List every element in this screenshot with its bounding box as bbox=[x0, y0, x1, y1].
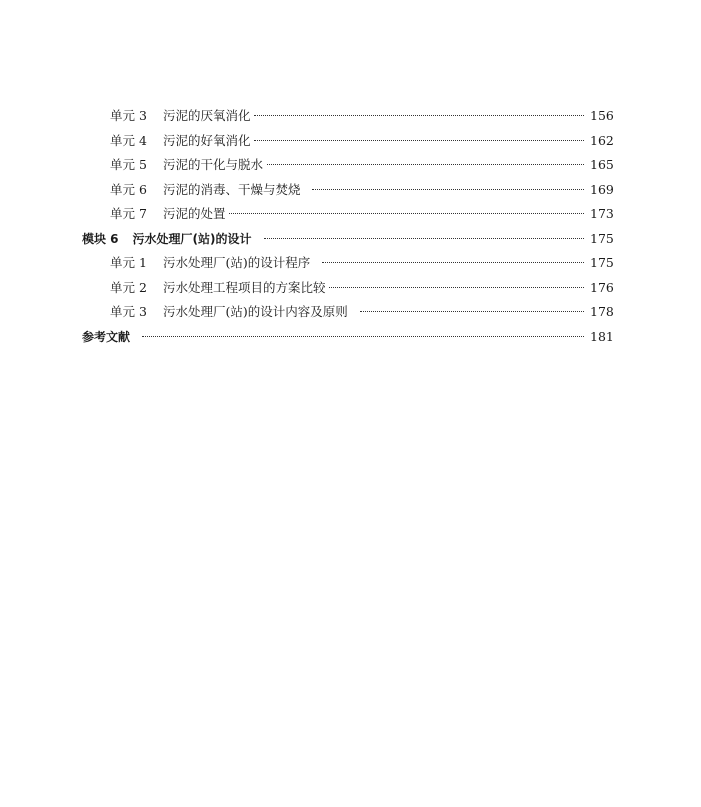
toc-entry-number: 单元 1 bbox=[110, 255, 147, 270]
toc-entry-title: 污水处理厂(站)的设计内容及原则 bbox=[162, 304, 348, 319]
toc-entry-page: 165 bbox=[590, 157, 614, 172]
toc-entry-title: 污泥的处置 bbox=[162, 206, 226, 221]
toc-entry-page: 175 bbox=[590, 230, 614, 246]
toc-entry-unit-3-anaerobic-digestion[interactable] bbox=[82, 104, 612, 129]
toc-entry-unit-3-design-content-principles[interactable] bbox=[82, 300, 612, 325]
toc-entry-number: 模块 6 bbox=[82, 231, 119, 246]
dot-leader bbox=[360, 311, 584, 312]
dot-leader bbox=[229, 213, 584, 214]
table-of-contents bbox=[82, 104, 612, 349]
toc-entry-title: 污泥的厌氧消化 bbox=[162, 108, 251, 123]
dot-leader bbox=[142, 336, 584, 337]
toc-entry-title: 污泥的消毒、干燥与焚烧 bbox=[162, 181, 301, 197]
toc-entry-number: 单元 4 bbox=[110, 132, 147, 148]
toc-entry-module-6-plant-design[interactable] bbox=[82, 227, 612, 252]
toc-entry-number: 单元 5 bbox=[110, 157, 147, 172]
toc-entry-title: 污水处理厂(站)的设计 bbox=[132, 231, 252, 246]
toc-entry-unit-5-drying-dewatering[interactable] bbox=[82, 153, 612, 178]
toc-entry-title: 参考文献 bbox=[82, 329, 131, 344]
toc-entry-references[interactable] bbox=[82, 325, 612, 350]
toc-entry-unit-6-disinfection-incineration[interactable] bbox=[82, 178, 612, 203]
dot-leader bbox=[312, 189, 584, 190]
toc-entry-title: 污泥的好氧消化 bbox=[162, 132, 251, 148]
toc-entry-page: 169 bbox=[590, 181, 614, 197]
toc-entry-number: 单元 3 bbox=[110, 304, 147, 319]
toc-entry-title: 污泥的干化与脱水 bbox=[162, 157, 263, 172]
dot-leader bbox=[267, 164, 584, 165]
toc-entry-number: 单元 6 bbox=[110, 181, 147, 197]
dot-leader bbox=[329, 287, 584, 288]
toc-entry-page: 176 bbox=[590, 279, 614, 295]
toc-entry-page: 181 bbox=[590, 328, 614, 344]
toc-entry-unit-4-aerobic-digestion[interactable] bbox=[82, 129, 612, 154]
dot-leader bbox=[254, 140, 584, 141]
toc-entry-page: 173 bbox=[590, 206, 614, 221]
toc-entry-page: 156 bbox=[590, 108, 614, 123]
dot-leader bbox=[322, 262, 584, 263]
toc-entry-page: 175 bbox=[590, 255, 614, 270]
toc-entry-unit-1-design-procedure[interactable] bbox=[82, 251, 612, 276]
dot-leader bbox=[264, 238, 584, 239]
toc-entry-number: 单元 2 bbox=[110, 279, 147, 295]
toc-entry-number: 单元 3 bbox=[110, 108, 147, 123]
toc-entry-page: 162 bbox=[590, 132, 614, 148]
toc-entry-unit-7-sludge-disposal[interactable] bbox=[82, 202, 612, 227]
toc-entry-page: 178 bbox=[590, 304, 614, 319]
toc-entry-number: 单元 7 bbox=[110, 206, 147, 221]
dot-leader bbox=[254, 115, 584, 116]
toc-entry-title: 污水处理工程项目的方案比较 bbox=[162, 279, 326, 295]
toc-entry-title: 污水处理厂(站)的设计程序 bbox=[162, 255, 311, 270]
toc-entry-unit-2-scheme-comparison[interactable] bbox=[82, 276, 612, 301]
